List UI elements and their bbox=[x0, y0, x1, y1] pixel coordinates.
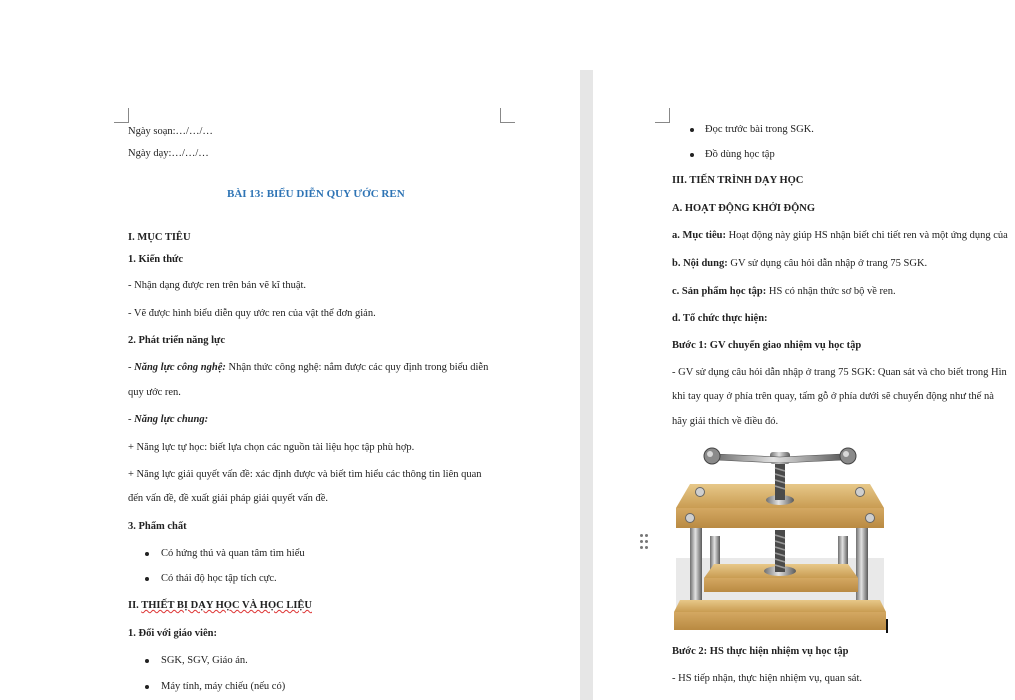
paragraph[interactable]: hãy giải thích về điều đó. bbox=[672, 416, 779, 427]
date-teach[interactable]: Ngày dạy:…/…/… bbox=[128, 148, 209, 159]
step-heading[interactable]: Bước 1: GV chuyển giao nhiệm vụ học tập bbox=[672, 340, 862, 351]
margin-mark-top-left bbox=[655, 108, 670, 123]
paragraph[interactable]: - HS tiếp nhận, thực hiện nhiệm vụ, quan sát. bbox=[672, 673, 862, 684]
subheading-warmup[interactable]: A. HOẠT ĐỘNG KHỞI ĐỘNG bbox=[672, 203, 816, 214]
text-run: Nhận thức công nghệ: nắm được các quy định trong biểu diễn bbox=[225, 362, 489, 373]
text-run: HS có nhận thức sơ bộ về ren. bbox=[766, 286, 896, 297]
list-item[interactable]: Máy tính, máy chiếu (nếu có) bbox=[161, 681, 286, 692]
lesson-title[interactable]: BÀI 13: BIỂU DIỄN QUY ƯỚC REN bbox=[227, 188, 405, 200]
step-heading[interactable]: Bước 2: HS thực hiện nhiệm vụ học tập bbox=[672, 646, 849, 657]
text-cursor bbox=[886, 619, 888, 633]
wooden-screw-press-image[interactable] bbox=[672, 440, 888, 632]
bullet-icon bbox=[145, 659, 149, 663]
list-item[interactable]: SGK, SGV, Giáo án. bbox=[161, 655, 248, 666]
subheading-knowledge[interactable]: 1. Kiến thức bbox=[128, 254, 184, 265]
paragraph[interactable]: - Vẽ được hình biểu diễn quy ước ren của vật thể đơn giản. bbox=[128, 308, 376, 319]
paragraph[interactable]: - Nhận dạng được ren trên bản vẽ kĩ thuật. bbox=[128, 280, 307, 291]
bullet-icon bbox=[690, 128, 694, 132]
list-item[interactable]: Có thái độ học tập tích cực. bbox=[161, 573, 277, 584]
date-prep[interactable]: Ngày soạn:…/…/… bbox=[128, 126, 213, 137]
paragraph[interactable] bbox=[672, 229, 1008, 243]
subheading-qualities[interactable]: 3. Phẩm chất bbox=[128, 521, 187, 532]
paragraph[interactable]: quy ước ren. bbox=[128, 387, 181, 398]
list-item[interactable]: Có hứng thú và quan tâm tìm hiểu bbox=[161, 548, 305, 559]
subheading-competency[interactable]: 2. Phát triển năng lực bbox=[128, 335, 226, 346]
text-run: GV sử dụng câu hỏi dẫn nhập ở trang 75 SGK. bbox=[727, 258, 928, 269]
paragraph[interactable]: + Năng lực giải quyết vấn đề: xác định được và biết tìm hiểu các thông tin liên quan bbox=[128, 469, 482, 480]
paragraph[interactable]: - GV sử dụng câu hỏi dẫn nhập ở trang 75 SGK: Quan sát và cho biết trong Hìn bbox=[672, 367, 1007, 378]
bullet-icon bbox=[145, 552, 149, 556]
section-heading-equipment[interactable] bbox=[128, 599, 312, 613]
paragraph[interactable] bbox=[672, 257, 927, 271]
paragraph[interactable]: khi tay quay ở phía trên quay, tấm gỗ ở phía dưới sẽ chuyển động như thế nà bbox=[672, 391, 994, 402]
paragraph[interactable]: đến vấn đề, đề xuất giải pháp giải quyết vấn đề. bbox=[128, 493, 329, 504]
drag-handle-icon[interactable] bbox=[640, 534, 650, 550]
paragraph[interactable] bbox=[672, 285, 896, 299]
section-heading-process[interactable]: III. TIẾN TRÌNH DẠY HỌC bbox=[672, 175, 804, 186]
paragraph[interactable]: + Năng lực tự học: biết lựa chọn các nguồn tài liệu học tập phù hợp. bbox=[128, 442, 415, 453]
paragraph[interactable]: - Năng lực chung: bbox=[128, 414, 209, 425]
page-gap bbox=[580, 70, 593, 700]
spellcheck-underlined-text: THIẾT BỊ DẠY HỌC VÀ HỌC LIỆU bbox=[141, 600, 312, 611]
text-run: Hoạt động này giúp HS nhận biết chi tiết ren và một ứng dụng của bbox=[725, 230, 1008, 241]
margin-mark-top-left bbox=[114, 108, 129, 123]
margin-mark-top-right bbox=[500, 108, 515, 123]
bold-italic-label: Năng lực chung: bbox=[134, 414, 209, 425]
text-run: II. bbox=[128, 600, 142, 611]
bold-italic-label: Năng lực công nghệ: bbox=[134, 362, 226, 373]
bullet-icon bbox=[690, 153, 694, 157]
bold-label: c. Sản phẩm học tập: bbox=[672, 286, 767, 297]
paragraph[interactable]: d. Tổ chức thực hiện: bbox=[672, 313, 768, 324]
bold-label: b. Nội dung: bbox=[672, 258, 728, 269]
list-item[interactable]: Đọc trước bài trong SGK. bbox=[705, 124, 814, 135]
bullet-icon bbox=[145, 685, 149, 689]
list-item[interactable]: Đồ dùng học tập bbox=[705, 149, 775, 160]
bold-label: a. Mục tiêu: bbox=[672, 230, 726, 241]
subheading-teacher[interactable]: 1. Đối với giáo viên: bbox=[128, 628, 217, 639]
bullet-icon bbox=[145, 577, 149, 581]
section-heading-objectives[interactable]: I. MỤC TIÊU bbox=[128, 232, 191, 243]
paragraph[interactable]: - Năng lực công nghệ: Nhận thức công nghệ: nắm được các quy định trong biểu diễn bbox=[128, 362, 489, 373]
